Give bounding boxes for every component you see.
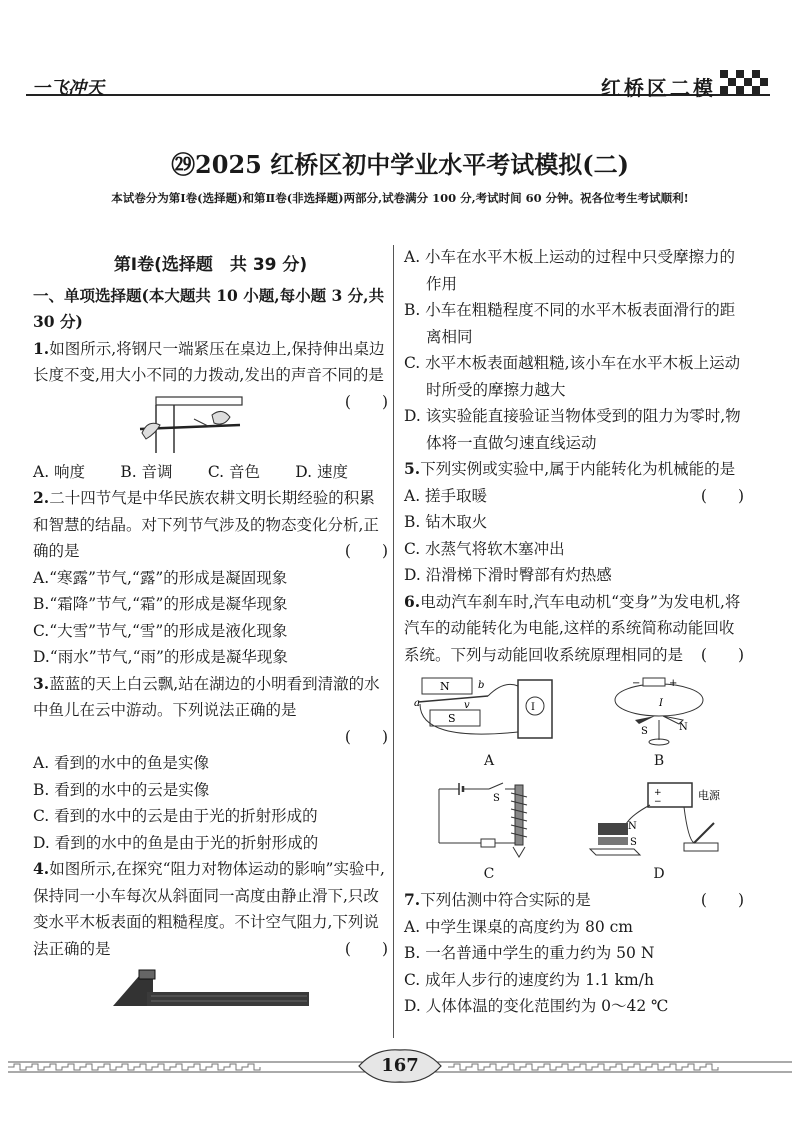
option-d: D. 该实验能直接验证当物体受到的阻力为零时,物体将一直做匀速直线运动 xyxy=(404,407,741,452)
label-a: a xyxy=(414,698,420,709)
option-b: B.“霜降”节气,“霜”的形成是凝华现象 xyxy=(33,595,288,613)
question-stem: 二十四节气是中华民族农耕文明长期经验的积累和智慧的结晶。对下列节气涉及的物态变化分析,正确的是 xyxy=(33,489,379,560)
meter-label: I xyxy=(531,702,535,713)
label-n: N xyxy=(628,820,637,832)
answer-bracket: ( ) xyxy=(344,392,388,411)
label-s: S xyxy=(641,726,648,737)
figure-b xyxy=(574,672,744,775)
generator-circuit-figure xyxy=(414,672,564,748)
question-3 xyxy=(33,671,388,724)
question-stem: 下列估测中符合实际的是 xyxy=(420,891,591,909)
option-c: C. 成年人步行的速度约为 1.1 km/h xyxy=(404,970,654,989)
label-plus: + xyxy=(654,787,662,798)
option-a: A. 响度 xyxy=(33,462,86,481)
option-d: D. 沿滑梯下滑时臀部有灼热感 xyxy=(404,566,612,584)
question-stem: 如图所示,在探究“阻力对物体运动的影响”实验中,保持同一小车每次从斜面同一高度由静止滑下,只改变水平木板表面的粗糙程度。不计空气阻力,下列说法正确的是 xyxy=(33,860,385,958)
label-n: N xyxy=(679,722,688,733)
figure-label: A xyxy=(483,753,495,769)
figure-label: B xyxy=(653,753,665,769)
exam-intro: 本试卷分为第Ⅰ卷(选择题)和第Ⅱ卷(非选择题)两部分,试卷满分 100 分,考试时间 60 分钟。祝各位考生考试顺利! xyxy=(111,191,689,205)
left-column xyxy=(33,252,388,1018)
option-d: D. 人体体温的变化范围约为 0～42 ℃ xyxy=(404,997,669,1015)
option-b: B. 小车在粗糙程度不同的水平木板表面滑行的距离相同 xyxy=(404,301,736,346)
option-b: B. 一名普通中学生的重力约为 50 N xyxy=(404,944,655,962)
section-heading: 一、单项选择题(本大题共 10 小题,每小题 3 分,共 30 分) xyxy=(33,285,385,331)
label-minus: − xyxy=(632,678,641,689)
answer-bracket: ( ) xyxy=(700,645,744,664)
figure-label: C xyxy=(483,865,495,882)
label-minus: − xyxy=(654,796,662,807)
option-a: A. 看到的水中的鱼是实像 xyxy=(33,754,210,772)
answer-bracket: ( ) xyxy=(700,486,744,505)
question-stem: 蓝蓝的天上白云飘,站在湖边的小明看到清澈的水中鱼儿在云中游动。下列说法正确的是 xyxy=(33,674,380,719)
option-a: A. 中学生课桌的高度约为 80 cm xyxy=(404,917,634,936)
question-stem: 电动汽车刹车时,汽车电动机“变身”为发电机,将汽车的动能转化为电能,这样的系统简称动能回收系统。下列与动能回收系统原理相同的是 xyxy=(404,592,741,664)
options-row xyxy=(33,459,388,486)
answer-bracket: ( ) xyxy=(344,542,388,560)
part1-title: 第Ⅰ卷(选择题 共 39 分) xyxy=(113,255,308,275)
option-a: A. 搓手取暖 xyxy=(404,486,488,505)
question-number: 1. xyxy=(33,338,50,358)
header-region: 红桥区二模 xyxy=(601,76,716,100)
label-plus: + xyxy=(669,678,678,689)
question-4 xyxy=(33,856,388,962)
motor-figure xyxy=(584,779,734,861)
option-d: D. 速度 xyxy=(295,462,348,481)
figure-a xyxy=(404,672,574,775)
figure-c xyxy=(404,779,574,888)
answer-bracket: ( ) xyxy=(700,891,744,909)
question-number: 6. xyxy=(404,591,421,611)
option-b: B. 音调 xyxy=(120,462,173,481)
q6-figures xyxy=(404,672,744,887)
option-d: D. 看到的水中的鱼是由于光的折射形成的 xyxy=(33,833,319,852)
header-logo: 一飞冲天 xyxy=(32,78,104,99)
option-c: C. 水蒸气将软木塞冲出 xyxy=(404,539,565,558)
power-label: 电源 xyxy=(698,788,720,802)
question-number: 3. xyxy=(33,673,50,693)
question-1 xyxy=(33,336,388,411)
label-s: S xyxy=(630,836,637,848)
option-c: C. 看到的水中的云是由于光的折射形成的 xyxy=(33,807,318,825)
option-c: C. 音色 xyxy=(207,462,260,481)
question-6 xyxy=(404,589,744,669)
question-number: 2. xyxy=(33,488,50,507)
question-7 xyxy=(404,887,744,914)
figure-label: D xyxy=(653,865,665,882)
checker-decoration xyxy=(720,70,770,94)
ruler-figure xyxy=(134,393,244,455)
exam-title: ㉙2025 红桥区初中学业水平考试模拟(二) xyxy=(171,150,629,179)
label-i: I xyxy=(659,698,663,709)
electromagnet-figure xyxy=(429,779,549,861)
option-a: A.“寒露”节气,“露”的形成是凝固现象 xyxy=(33,568,288,587)
right-column xyxy=(404,244,744,1020)
page-number: 167 xyxy=(381,1055,419,1076)
label-s: S xyxy=(448,712,456,725)
figure-d xyxy=(574,779,744,888)
question-stem: 下列实例或实验中,属于内能转化为机械能的是 xyxy=(420,460,736,478)
column-divider xyxy=(393,245,394,1038)
ramp-figure xyxy=(111,966,311,1014)
answer-bracket: ( ) xyxy=(344,727,388,746)
option-a: A. 小车在水平木板上运动的过程中只受摩擦力的作用 xyxy=(404,248,736,293)
option-c: C.“大雪”节气,“雪”的形成是液化现象 xyxy=(33,621,288,640)
label-n: N xyxy=(440,680,450,693)
option-d: D.“雨水”节气,“雨”的形成是凝华现象 xyxy=(33,648,288,666)
question-number: 4. xyxy=(33,859,50,878)
question-number: 5. xyxy=(404,459,421,478)
answer-bracket-line xyxy=(33,724,388,751)
label-b: b xyxy=(478,680,485,691)
compass-wire-figure xyxy=(599,672,719,748)
option-c: C. 水平木板表面越粗糙,该小车在水平木板上运动时所受的摩擦力越大 xyxy=(404,354,741,399)
question-number: 7. xyxy=(404,890,421,909)
label-v: v xyxy=(464,700,470,711)
answer-bracket: ( ) xyxy=(344,939,388,958)
page-header xyxy=(26,72,770,100)
option-b: B. 钻木取火 xyxy=(404,513,488,531)
question-stem: 如图所示,将钢尺一端紧压在桌边上,保持伸出桌边长度不变,用大小不同的力拨动,发出的声音不同的是 xyxy=(33,339,385,384)
option-b: B. 看到的水中的云是实像 xyxy=(33,780,210,799)
label-s: S xyxy=(493,792,500,804)
question-2 xyxy=(33,485,388,565)
